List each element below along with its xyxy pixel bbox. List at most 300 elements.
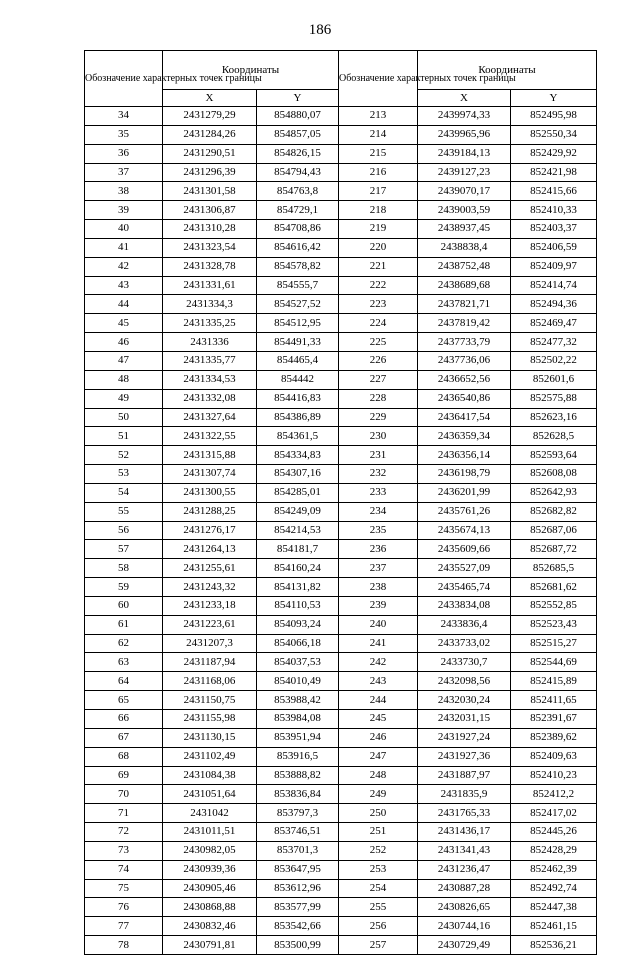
x-coordinate: 2436198,79 xyxy=(418,465,511,484)
x-coordinate: 2431011,51 xyxy=(163,823,257,842)
y-coordinate: 853647,95 xyxy=(257,860,339,879)
point-number: 222 xyxy=(339,276,418,295)
y-coordinate: 852461,15 xyxy=(511,917,597,936)
table-row xyxy=(85,653,597,672)
y-coordinate: 854307,16 xyxy=(257,465,339,484)
table-row xyxy=(85,710,597,729)
x-coordinate: 2437736,06 xyxy=(418,351,511,370)
table-row xyxy=(85,465,597,484)
point-number: 38 xyxy=(85,182,163,201)
point-number: 255 xyxy=(339,898,418,917)
y-coordinate: 854465,4 xyxy=(257,351,339,370)
point-number: 236 xyxy=(339,540,418,559)
table-row xyxy=(85,728,597,747)
table-row xyxy=(85,559,597,578)
table-row xyxy=(85,238,597,257)
x-coordinate: 2431187,94 xyxy=(163,653,257,672)
table-row xyxy=(85,898,597,917)
y-coordinate: 854555,7 xyxy=(257,276,339,295)
table-row xyxy=(85,936,597,955)
x-coordinate: 2439184,13 xyxy=(418,144,511,163)
x-coordinate: 2431042 xyxy=(163,804,257,823)
y-coordinate: 854334,83 xyxy=(257,446,339,465)
x-coordinate: 2431279,29 xyxy=(163,107,257,126)
table-row xyxy=(85,747,597,766)
y-coordinate: 852575,88 xyxy=(511,389,597,408)
point-number: 228 xyxy=(339,389,418,408)
x-coordinate: 2431084,38 xyxy=(163,766,257,785)
y-coordinate: 854181,7 xyxy=(257,540,339,559)
point-number: 46 xyxy=(85,333,163,352)
x-coordinate: 2431334,3 xyxy=(163,295,257,314)
x-coordinate: 2431335,25 xyxy=(163,314,257,333)
table-row xyxy=(85,314,597,333)
point-number: 56 xyxy=(85,521,163,540)
y-coordinate: 852682,82 xyxy=(511,502,597,521)
table-row xyxy=(85,163,597,182)
x-coordinate: 2431207,3 xyxy=(163,634,257,653)
y-coordinate: 852685,5 xyxy=(511,559,597,578)
point-number: 39 xyxy=(85,201,163,220)
y-coordinate: 854794,43 xyxy=(257,163,339,182)
x-coordinate: 2430905,46 xyxy=(163,879,257,898)
y-coordinate: 853577,99 xyxy=(257,898,339,917)
x-coordinate: 2435674,13 xyxy=(418,521,511,540)
table-row xyxy=(85,182,597,201)
point-number: 69 xyxy=(85,766,163,785)
table-row xyxy=(85,446,597,465)
x-coordinate: 2431150,75 xyxy=(163,691,257,710)
table-row xyxy=(85,860,597,879)
x-coordinate: 2432030,24 xyxy=(418,691,511,710)
x-coordinate: 2431322,55 xyxy=(163,427,257,446)
x-coordinate: 2439974,33 xyxy=(418,107,511,126)
x-coordinate: 2431290,51 xyxy=(163,144,257,163)
table-row xyxy=(85,201,597,220)
point-number: 227 xyxy=(339,370,418,389)
point-number: 230 xyxy=(339,427,418,446)
point-number: 250 xyxy=(339,804,418,823)
y-coordinate: 852523,43 xyxy=(511,615,597,634)
y-coordinate: 852406,59 xyxy=(511,238,597,257)
point-number: 249 xyxy=(339,785,418,804)
y-coordinate: 852502,22 xyxy=(511,351,597,370)
x-coordinate: 2435761,26 xyxy=(418,502,511,521)
point-number: 253 xyxy=(339,860,418,879)
x-coordinate: 2439127,23 xyxy=(418,163,511,182)
x-coordinate: 2433730,7 xyxy=(418,653,511,672)
y-coordinate: 854386,89 xyxy=(257,408,339,427)
point-number: 220 xyxy=(339,238,418,257)
point-number: 48 xyxy=(85,370,163,389)
table-row xyxy=(85,257,597,276)
y-coordinate: 852628,5 xyxy=(511,427,597,446)
point-number: 63 xyxy=(85,653,163,672)
point-number: 244 xyxy=(339,691,418,710)
point-number: 72 xyxy=(85,823,163,842)
x-coordinate: 2431328,78 xyxy=(163,257,257,276)
y-coordinate: 852389,62 xyxy=(511,728,597,747)
y-coordinate: 853701,3 xyxy=(257,841,339,860)
y-coordinate: 852445,26 xyxy=(511,823,597,842)
y-coordinate: 852412,2 xyxy=(511,785,597,804)
x-coordinate: 2431223,61 xyxy=(163,615,257,634)
point-number: 66 xyxy=(85,710,163,729)
point-number: 73 xyxy=(85,841,163,860)
x-coordinate: 2431307,74 xyxy=(163,465,257,484)
point-number: 64 xyxy=(85,672,163,691)
y-coordinate: 853951,94 xyxy=(257,728,339,747)
table-row xyxy=(85,615,597,634)
x-coordinate: 2431051,64 xyxy=(163,785,257,804)
table-row xyxy=(85,785,597,804)
y-coordinate: 852403,37 xyxy=(511,220,597,239)
y-coordinate: 853542,66 xyxy=(257,917,339,936)
point-number: 75 xyxy=(85,879,163,898)
y-coordinate: 853988,42 xyxy=(257,691,339,710)
table-row xyxy=(85,634,597,653)
x-coordinate: 2436356,14 xyxy=(418,446,511,465)
point-number: 245 xyxy=(339,710,418,729)
point-number: 241 xyxy=(339,634,418,653)
point-number: 76 xyxy=(85,898,163,917)
point-number: 45 xyxy=(85,314,163,333)
header-y: Y xyxy=(511,90,597,107)
y-coordinate: 852544,69 xyxy=(511,653,597,672)
point-number: 43 xyxy=(85,276,163,295)
y-coordinate: 854527,52 xyxy=(257,295,339,314)
point-number: 47 xyxy=(85,351,163,370)
point-number: 70 xyxy=(85,785,163,804)
y-coordinate: 854249,09 xyxy=(257,502,339,521)
table-row xyxy=(85,276,597,295)
point-number: 223 xyxy=(339,295,418,314)
y-coordinate: 854131,82 xyxy=(257,578,339,597)
x-coordinate: 2433733,02 xyxy=(418,634,511,653)
y-coordinate: 853984,08 xyxy=(257,710,339,729)
y-coordinate: 853746,51 xyxy=(257,823,339,842)
point-number: 248 xyxy=(339,766,418,785)
y-coordinate: 853836,84 xyxy=(257,785,339,804)
x-coordinate: 2431887,97 xyxy=(418,766,511,785)
coordinates-table xyxy=(84,50,597,955)
point-number: 226 xyxy=(339,351,418,370)
y-coordinate: 852414,74 xyxy=(511,276,597,295)
point-number: 55 xyxy=(85,502,163,521)
y-coordinate: 852411,65 xyxy=(511,691,597,710)
x-coordinate: 2430887,28 xyxy=(418,879,511,898)
y-coordinate: 852410,33 xyxy=(511,201,597,220)
point-number: 53 xyxy=(85,465,163,484)
y-coordinate: 854110,53 xyxy=(257,596,339,615)
x-coordinate: 2431296,39 xyxy=(163,163,257,182)
point-number: 251 xyxy=(339,823,418,842)
x-coordinate: 2431243,32 xyxy=(163,578,257,597)
y-coordinate: 852421,98 xyxy=(511,163,597,182)
x-coordinate: 2437733,79 xyxy=(418,333,511,352)
x-coordinate: 2433836,4 xyxy=(418,615,511,634)
point-number: 252 xyxy=(339,841,418,860)
x-coordinate: 2438752,48 xyxy=(418,257,511,276)
x-coordinate: 2431301,58 xyxy=(163,182,257,201)
y-coordinate: 852462,39 xyxy=(511,860,597,879)
table-body xyxy=(85,107,597,955)
point-number: 235 xyxy=(339,521,418,540)
x-coordinate: 2431255,61 xyxy=(163,559,257,578)
x-coordinate: 2435527,09 xyxy=(418,559,511,578)
point-number: 243 xyxy=(339,672,418,691)
y-coordinate: 852410,23 xyxy=(511,766,597,785)
y-coordinate: 853888,82 xyxy=(257,766,339,785)
header-coordinates-label: Координаты xyxy=(163,51,339,90)
point-number: 74 xyxy=(85,860,163,879)
point-number: 219 xyxy=(339,220,418,239)
y-coordinate: 852687,72 xyxy=(511,540,597,559)
point-number: 257 xyxy=(339,936,418,955)
x-coordinate: 2436201,99 xyxy=(418,483,511,502)
y-coordinate: 852447,38 xyxy=(511,898,597,917)
point-number: 36 xyxy=(85,144,163,163)
y-coordinate: 852415,89 xyxy=(511,672,597,691)
y-coordinate: 854512,95 xyxy=(257,314,339,333)
x-coordinate: 2432031,15 xyxy=(418,710,511,729)
x-coordinate: 2431323,54 xyxy=(163,238,257,257)
x-coordinate: 2430744,16 xyxy=(418,917,511,936)
point-number: 232 xyxy=(339,465,418,484)
x-coordinate: 2435609,66 xyxy=(418,540,511,559)
x-coordinate: 2431300,55 xyxy=(163,483,257,502)
table-row xyxy=(85,540,597,559)
point-number: 240 xyxy=(339,615,418,634)
x-coordinate: 2430982,05 xyxy=(163,841,257,860)
x-coordinate: 2431332,08 xyxy=(163,389,257,408)
y-coordinate: 852409,97 xyxy=(511,257,597,276)
point-number: 224 xyxy=(339,314,418,333)
table-row xyxy=(85,823,597,842)
point-number: 60 xyxy=(85,596,163,615)
point-number: 37 xyxy=(85,163,163,182)
y-coordinate: 854880,07 xyxy=(257,107,339,126)
y-coordinate: 852601,6 xyxy=(511,370,597,389)
x-coordinate: 2431927,36 xyxy=(418,747,511,766)
y-coordinate: 852415,66 xyxy=(511,182,597,201)
point-number: 242 xyxy=(339,653,418,672)
table-row xyxy=(85,125,597,144)
table-row xyxy=(85,502,597,521)
y-coordinate: 854616,42 xyxy=(257,238,339,257)
point-number: 71 xyxy=(85,804,163,823)
x-coordinate: 2433834,08 xyxy=(418,596,511,615)
point-number: 218 xyxy=(339,201,418,220)
x-coordinate: 2436540,86 xyxy=(418,389,511,408)
y-coordinate: 854708,86 xyxy=(257,220,339,239)
y-coordinate: 854160,24 xyxy=(257,559,339,578)
table-row xyxy=(85,389,597,408)
x-coordinate: 2431288,25 xyxy=(163,502,257,521)
y-coordinate: 852494,36 xyxy=(511,295,597,314)
y-coordinate: 852515,27 xyxy=(511,634,597,653)
point-number: 229 xyxy=(339,408,418,427)
y-coordinate: 852552,85 xyxy=(511,596,597,615)
y-coordinate: 852492,74 xyxy=(511,879,597,898)
point-number: 41 xyxy=(85,238,163,257)
table-row xyxy=(85,766,597,785)
x-coordinate: 2430832,46 xyxy=(163,917,257,936)
y-coordinate: 854578,82 xyxy=(257,257,339,276)
x-coordinate: 2430826,65 xyxy=(418,898,511,917)
y-coordinate: 852429,92 xyxy=(511,144,597,163)
point-number: 77 xyxy=(85,917,163,936)
x-coordinate: 2431336 xyxy=(163,333,257,352)
point-number: 216 xyxy=(339,163,418,182)
header-x: X xyxy=(418,90,511,107)
x-coordinate: 2437819,42 xyxy=(418,314,511,333)
table-row xyxy=(85,351,597,370)
point-number: 61 xyxy=(85,615,163,634)
x-coordinate: 2431310,28 xyxy=(163,220,257,239)
x-coordinate: 2431436,17 xyxy=(418,823,511,842)
point-number: 59 xyxy=(85,578,163,597)
x-coordinate: 2431168,06 xyxy=(163,672,257,691)
x-coordinate: 2431341,43 xyxy=(418,841,511,860)
y-coordinate: 854214,53 xyxy=(257,521,339,540)
point-number: 44 xyxy=(85,295,163,314)
y-coordinate: 854066,18 xyxy=(257,634,339,653)
point-number: 62 xyxy=(85,634,163,653)
y-coordinate: 854010,49 xyxy=(257,672,339,691)
x-coordinate: 2431327,64 xyxy=(163,408,257,427)
table-row xyxy=(85,483,597,502)
point-number: 213 xyxy=(339,107,418,126)
table-row xyxy=(85,408,597,427)
x-coordinate: 2430729,49 xyxy=(418,936,511,955)
x-coordinate: 2431284,26 xyxy=(163,125,257,144)
point-number: 225 xyxy=(339,333,418,352)
point-number: 67 xyxy=(85,728,163,747)
y-coordinate: 853916,5 xyxy=(257,747,339,766)
x-coordinate: 2431264,13 xyxy=(163,540,257,559)
point-number: 238 xyxy=(339,578,418,597)
table-row xyxy=(85,144,597,163)
x-coordinate: 2436417,54 xyxy=(418,408,511,427)
header-y: Y xyxy=(257,90,339,107)
x-coordinate: 2432098,56 xyxy=(418,672,511,691)
point-number: 231 xyxy=(339,446,418,465)
point-number: 233 xyxy=(339,483,418,502)
point-number: 221 xyxy=(339,257,418,276)
x-coordinate: 2431130,15 xyxy=(163,728,257,747)
y-coordinate: 854361,5 xyxy=(257,427,339,446)
x-coordinate: 2430939,36 xyxy=(163,860,257,879)
y-coordinate: 852428,29 xyxy=(511,841,597,860)
table-row xyxy=(85,879,597,898)
y-coordinate: 852477,32 xyxy=(511,333,597,352)
point-number: 42 xyxy=(85,257,163,276)
x-coordinate: 2431835,9 xyxy=(418,785,511,804)
y-coordinate: 852608,08 xyxy=(511,465,597,484)
header-point-label: Обозначение характерных точек границы xyxy=(85,51,163,107)
table-row xyxy=(85,370,597,389)
y-coordinate: 852536,21 xyxy=(511,936,597,955)
point-number: 50 xyxy=(85,408,163,427)
y-coordinate: 852469,47 xyxy=(511,314,597,333)
point-number: 35 xyxy=(85,125,163,144)
x-coordinate: 2431102,49 xyxy=(163,747,257,766)
point-number: 34 xyxy=(85,107,163,126)
table-row xyxy=(85,107,597,126)
y-coordinate: 854416,83 xyxy=(257,389,339,408)
y-coordinate: 854826,15 xyxy=(257,144,339,163)
point-number: 65 xyxy=(85,691,163,710)
x-coordinate: 2431236,47 xyxy=(418,860,511,879)
point-number: 215 xyxy=(339,144,418,163)
y-coordinate: 854763,8 xyxy=(257,182,339,201)
x-coordinate: 2431233,18 xyxy=(163,596,257,615)
point-number: 78 xyxy=(85,936,163,955)
y-coordinate: 854442 xyxy=(257,370,339,389)
x-coordinate: 2439070,17 xyxy=(418,182,511,201)
table-row xyxy=(85,672,597,691)
y-coordinate: 852642,93 xyxy=(511,483,597,502)
x-coordinate: 2436359,34 xyxy=(418,427,511,446)
x-coordinate: 2439003,59 xyxy=(418,201,511,220)
y-coordinate: 852623,16 xyxy=(511,408,597,427)
y-coordinate: 852417,02 xyxy=(511,804,597,823)
y-coordinate: 853612,96 xyxy=(257,879,339,898)
table-row xyxy=(85,427,597,446)
point-number: 68 xyxy=(85,747,163,766)
point-number: 214 xyxy=(339,125,418,144)
y-coordinate: 854729,1 xyxy=(257,201,339,220)
y-coordinate: 854093,24 xyxy=(257,615,339,634)
table-row xyxy=(85,578,597,597)
y-coordinate: 854857,05 xyxy=(257,125,339,144)
point-number: 247 xyxy=(339,747,418,766)
x-coordinate: 2435465,74 xyxy=(418,578,511,597)
x-coordinate: 2438937,45 xyxy=(418,220,511,239)
y-coordinate: 852550,34 xyxy=(511,125,597,144)
point-number: 52 xyxy=(85,446,163,465)
x-coordinate: 2431927,24 xyxy=(418,728,511,747)
y-coordinate: 853500,99 xyxy=(257,936,339,955)
point-number: 54 xyxy=(85,483,163,502)
page-number: 186 xyxy=(308,22,332,38)
point-number: 49 xyxy=(85,389,163,408)
x-coordinate: 2431334,53 xyxy=(163,370,257,389)
header-coordinates-label: Координаты xyxy=(418,51,597,90)
y-coordinate: 852687,06 xyxy=(511,521,597,540)
table-row xyxy=(85,521,597,540)
y-coordinate: 853797,3 xyxy=(257,804,339,823)
table-row xyxy=(85,333,597,352)
x-coordinate: 2430791,81 xyxy=(163,936,257,955)
point-number: 246 xyxy=(339,728,418,747)
y-coordinate: 852391,67 xyxy=(511,710,597,729)
point-number: 239 xyxy=(339,596,418,615)
x-coordinate: 2431335,77 xyxy=(163,351,257,370)
x-coordinate: 2430868,88 xyxy=(163,898,257,917)
x-coordinate: 2431155,98 xyxy=(163,710,257,729)
table-row xyxy=(85,841,597,860)
point-number: 256 xyxy=(339,917,418,936)
y-coordinate: 852495,98 xyxy=(511,107,597,126)
table-row xyxy=(85,691,597,710)
point-number: 40 xyxy=(85,220,163,239)
x-coordinate: 2436652,56 xyxy=(418,370,511,389)
point-number: 57 xyxy=(85,540,163,559)
point-number: 254 xyxy=(339,879,418,898)
y-coordinate: 852409,63 xyxy=(511,747,597,766)
